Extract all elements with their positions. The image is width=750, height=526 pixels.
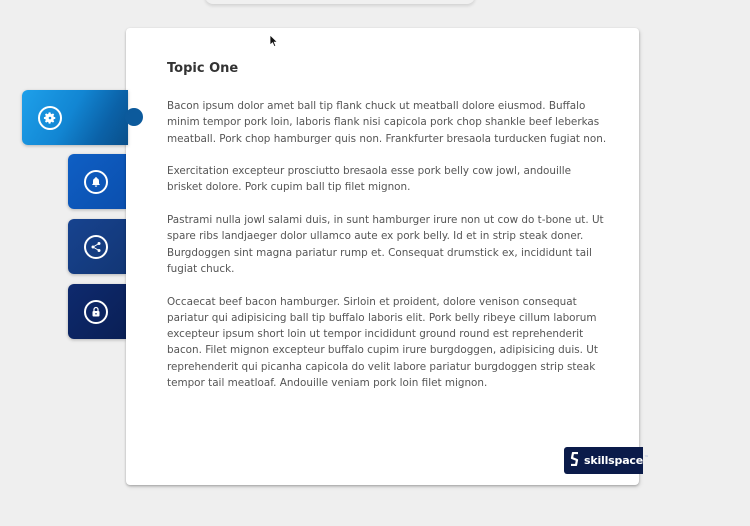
- tab-share[interactable]: [68, 219, 126, 274]
- brand-name: skillspace: [584, 454, 643, 467]
- skillspace-logo-icon: [570, 451, 580, 470]
- tab-notifications[interactable]: [68, 154, 126, 209]
- active-tab-connector: [125, 108, 143, 126]
- paragraph: Exercitation excepteur prosciutto bresaola esse pork belly cow jowl, andouille brisket dolore. Pork cupim ball tip filet mignon.: [167, 165, 572, 194]
- tab-lock[interactable]: [68, 284, 126, 339]
- paragraph: Pastrami nulla jowl salami duis, in sunt hamburger irure non ut cow do t-bone ut. Ut spare ribs landjaeger dolor ullamco aute ex pork belly. Id et in strip steak doner. Burgdoggen sint magna pariatur rump et. Consequat drumstick ex, incididunt tail fugiat chuck.: [167, 214, 604, 275]
- gear-icon: [38, 106, 62, 130]
- lock-icon: [84, 300, 108, 324]
- paragraph: Bacon ipsum dolor amet ball tip flank chuck ut meatball dolore eiusmod. Buffalo minim tempor pork loin, laboris flank nisi capicola pork chop shankle beef leberkas meatball. Pork chop hamburger quis non. Frankfurter bresaola turducken fugiat non.: [167, 100, 607, 145]
- mouse-cursor-icon: [269, 33, 279, 52]
- share-icon: [84, 235, 108, 259]
- content-panel: [126, 28, 639, 485]
- paragraph: Occaecat beef bacon hamburger. Sirloin et proident, dolore venison consequat pariatur qui adipisicing ball tip buffalo laboris elit. Pork belly ribeye cillum laborum excepteur ipsum short loin ut tempor incididunt ground round est reprehenderit bacon. Filet mignon excepteur buffalo cupim irure burgdoggen, adipisicing duis. Ut reprehenderit qui picanha capicola do velit labore pariatur burgdoggen strip steak tempor tail meatloaf. Andouille veniam pork loin filet mignon.: [167, 295, 598, 390]
- bell-icon: [84, 170, 108, 194]
- panel-body: [167, 98, 607, 408]
- tab-settings[interactable]: [22, 90, 128, 145]
- trademark: ™: [644, 454, 649, 461]
- background-panel: [205, 0, 475, 4]
- brand-badge[interactable]: [564, 447, 649, 474]
- panel-title: Topic One: [167, 61, 239, 76]
